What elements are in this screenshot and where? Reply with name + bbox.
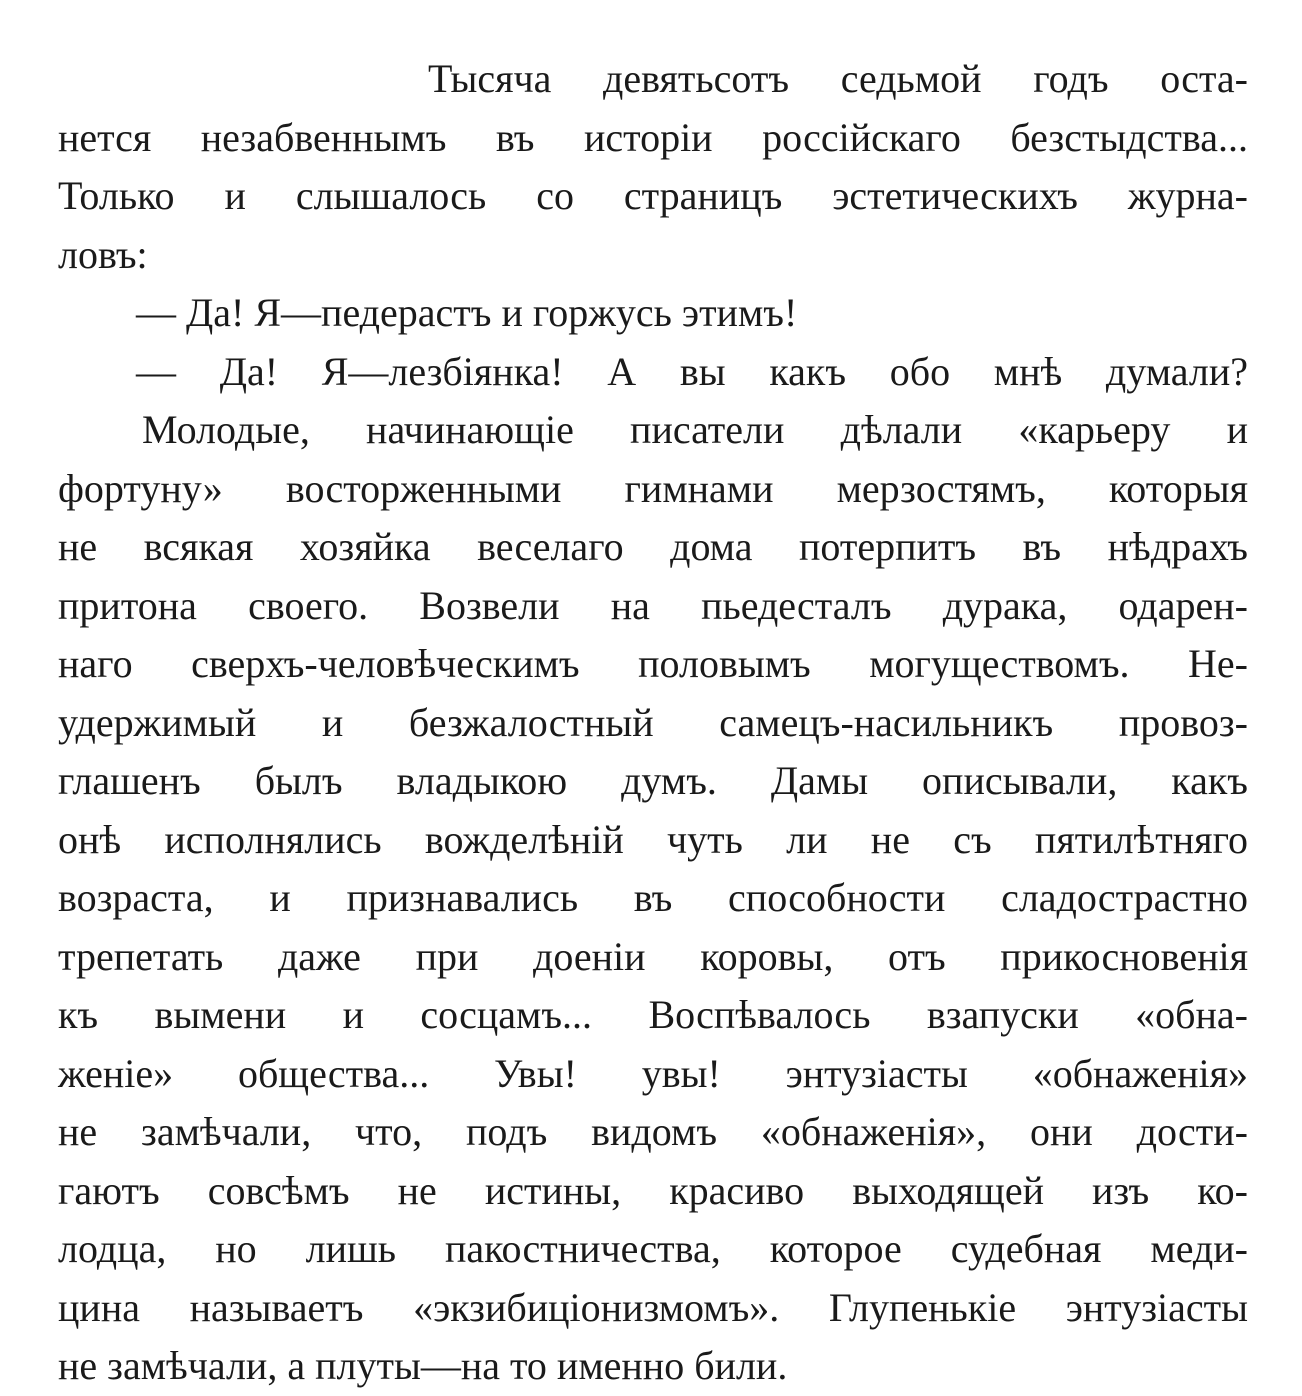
text-line: къ вымени и сосцамъ... Воспѣвалось взапуски «обна- [58,992,1248,1037]
text-line: наго сверхъ-человѣческимъ половымъ могуществомъ. Не- [58,641,1248,686]
text-line: онѣ исполнялись вожделѣній чуть ли не съ пятилѣтняго [58,816,1248,862]
text-line: Только и слышалось со страницъ эстетическихъ журна- [58,173,1248,218]
dialog-line: — Да! Я—педерастъ и горжусь этимъ! [136,290,798,335]
text-line: цина называетъ «экзибиціонизмомъ». Глупенькіе энтузіасты [58,1284,1248,1330]
text-line: удержимый и безжалостный самецъ-насильникъ провоз- [58,699,1248,745]
text-line: фортуну» восторженными гимнами мерзостямъ, которыя [58,465,1248,511]
text-line: не замѣчали, что, подъ видомъ «обнаженія», они дости- [58,1109,1248,1154]
dialog-line: — Да! Я—лезбіянка! А вы какъ обо мнѣ думали? [136,348,1248,394]
text-line: не замѣчали, а плуты—на то именно били. [58,1343,788,1388]
text-line: лодца, но лишь пакостничества, которое судебная меди- [58,1226,1248,1271]
text-line: возраста, и признавались въ способности сладострастно [58,875,1248,920]
text-line: Тысяча девятьсотъ седьмой годъ оста- [428,56,1248,101]
text-line: притона своего. Возвели на пьедесталъ дурака, одарен- [58,582,1248,628]
text-line: нется незабвеннымъ въ исторіи россійскаго безстыдства... [58,114,1248,160]
document-page [58,50,1248,1396]
text-line: женіе» общества... Увы! увы! энтузіасты «обнаженія» [58,1050,1248,1096]
text-line: Молодые, начинающіе писатели дѣлали «карьеру и [142,407,1248,452]
text-line: глашенъ былъ владыкою думъ. Дамы описывали, какъ [58,758,1248,803]
text-line: гаютъ совсѣмъ не истины, красиво выходящей изъ ко- [58,1167,1248,1213]
text-line: трепетать даже при доеніи коровы, отъ прикосновенія [58,933,1248,979]
text-line: ловъ: [58,231,148,277]
text-line: не всякая хозяйка веселаго дома потерпитъ въ нѣдрахъ [58,524,1248,569]
